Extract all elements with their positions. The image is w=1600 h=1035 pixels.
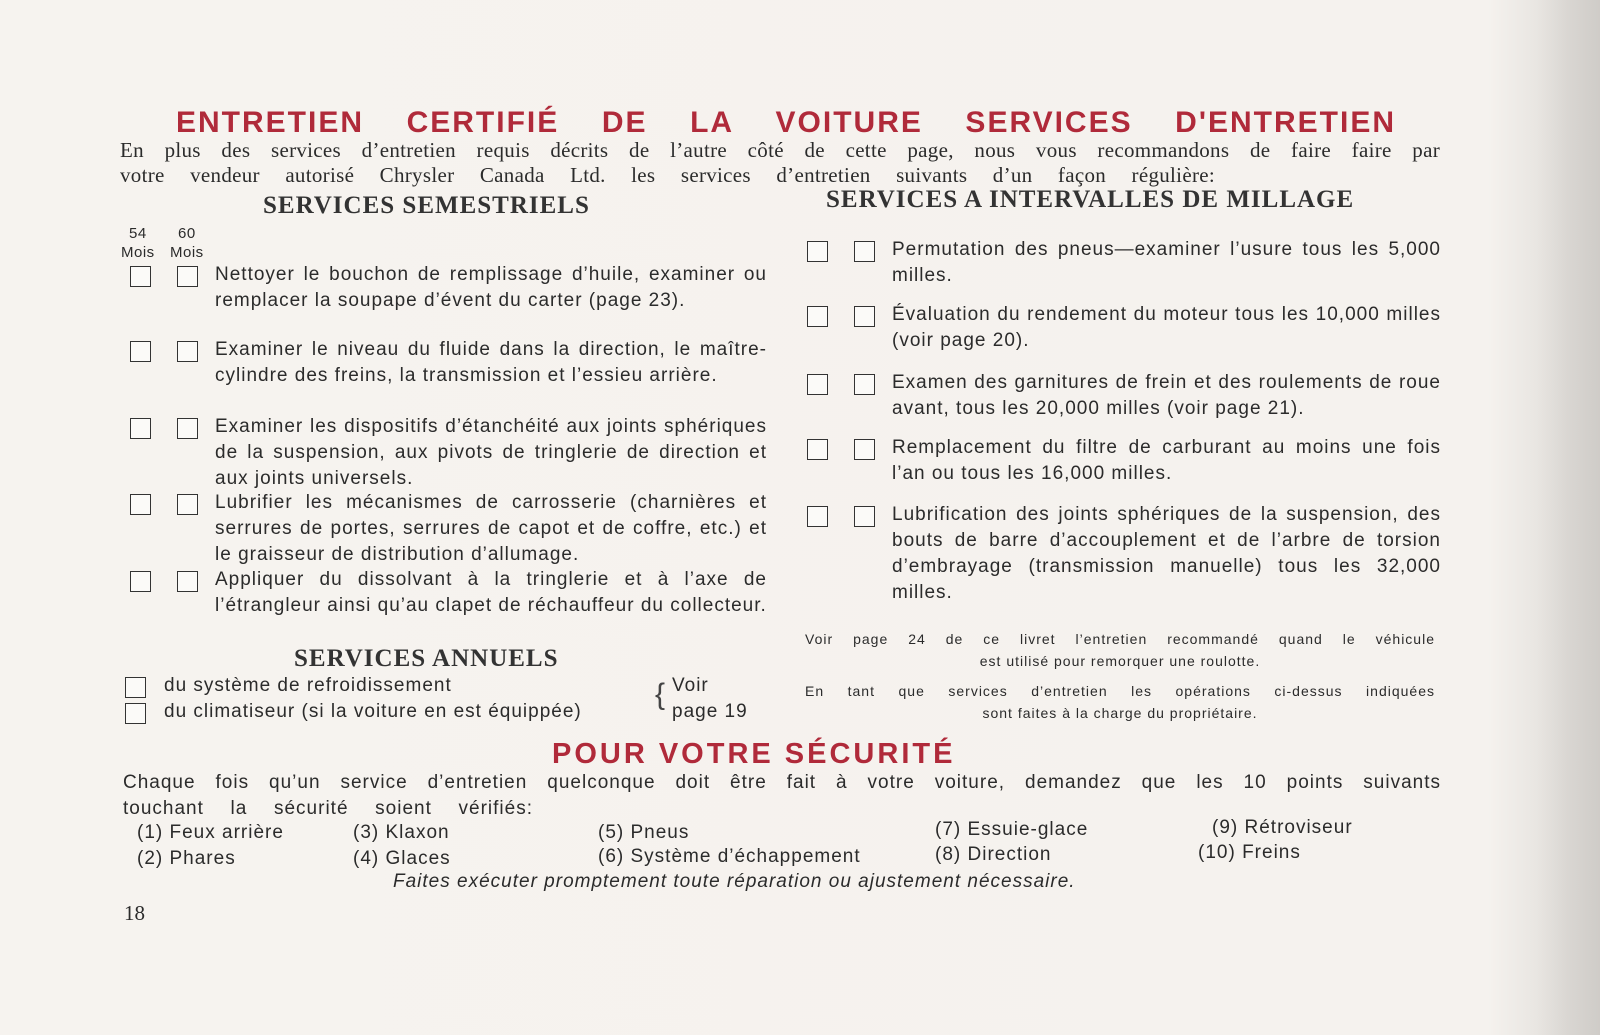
checkbox-54[interactable] — [130, 266, 151, 287]
semestriels-heading: SERVICES SEMESTRIELS — [263, 192, 590, 219]
point-6: (6) Système d’échappement — [598, 846, 861, 867]
checkbox-54[interactable] — [130, 494, 151, 515]
point-1: (1) Feux arrière — [137, 822, 284, 843]
checkbox[interactable] — [807, 306, 828, 327]
securite-intro-2: touchant la sécurité soient vérifiés: — [123, 798, 533, 819]
checkbox-60[interactable] — [177, 266, 198, 287]
checkbox[interactable] — [807, 374, 828, 395]
point-4: (4) Glaces — [353, 848, 451, 869]
point-7: (7) Essuie-glace — [935, 819, 1089, 840]
millage-heading: SERVICES A INTERVALLES DE MILLAGE — [826, 186, 1355, 213]
annuels-heading: SERVICES ANNUELS — [294, 645, 559, 672]
point-8: (8) Direction — [935, 844, 1052, 865]
col-54-mois: 54 Mois — [121, 225, 155, 261]
checkbox-60[interactable] — [177, 418, 198, 439]
point-2: (2) Phares — [137, 848, 236, 869]
checkbox-60[interactable] — [177, 494, 198, 515]
checkbox[interactable] — [854, 439, 875, 460]
checkbox[interactable] — [854, 506, 875, 527]
col-60-mois: 60 Mois — [170, 225, 204, 261]
checkbox[interactable] — [807, 506, 828, 527]
checkbox-60[interactable] — [177, 341, 198, 362]
point-10: (10) Freins — [1198, 842, 1301, 863]
checkbox[interactable] — [854, 374, 875, 395]
checkbox-54[interactable] — [130, 418, 151, 439]
checkbox[interactable] — [854, 306, 875, 327]
page-number: 18 — [124, 901, 145, 925]
checkbox[interactable] — [807, 241, 828, 262]
point-9: (9) Rétroviseur — [1212, 817, 1353, 838]
note-proprietaire: En tant que services d’entretien les opérations ci-dessus indiquées sont faites à la charge du propriétaire. — [805, 683, 1435, 721]
annuels-reference: Voir page 19 — [672, 675, 748, 722]
securite-footer: Faites exécuter promptement toute réparation ou ajustement nécessaire. — [393, 871, 1076, 892]
point-3: (3) Klaxon — [353, 822, 450, 843]
page-title: ENTRETIEN CERTIFIÉ DE LA VOITURE SERVICES D'ENTRETIEN — [176, 106, 1396, 139]
checkbox[interactable] — [854, 241, 875, 262]
checkbox-54[interactable] — [130, 341, 151, 362]
checkbox-60[interactable] — [177, 571, 198, 592]
intro-line-1: En plus des services d’entretien requis décrits de l’autre côté de cette page, nous vous recommandons de faire faire par — [120, 138, 1440, 162]
securite-intro-1: Chaque fois qu’un service d’entretien quelconque doit être fait à votre voiture, demandez que les 10 points suivants — [123, 772, 1441, 793]
checkbox-54[interactable] — [130, 571, 151, 592]
checkbox[interactable] — [125, 703, 146, 724]
point-5: (5) Pneus — [598, 822, 690, 843]
brace: { — [655, 678, 666, 711]
securite-heading: POUR VOTRE SÉCURITÉ — [552, 738, 956, 770]
note-roulotte: Voir page 24 de ce livret l’entretien recommandé quand le véhicule est utilisé pour remorquer une roulotte. — [805, 631, 1435, 669]
intro-line-2: votre vendeur autorisé Chrysler Canada Ltd. les services d’entretien suivants d’un façon régulière: — [120, 163, 1215, 187]
checkbox[interactable] — [807, 439, 828, 460]
checkbox[interactable] — [125, 677, 146, 698]
